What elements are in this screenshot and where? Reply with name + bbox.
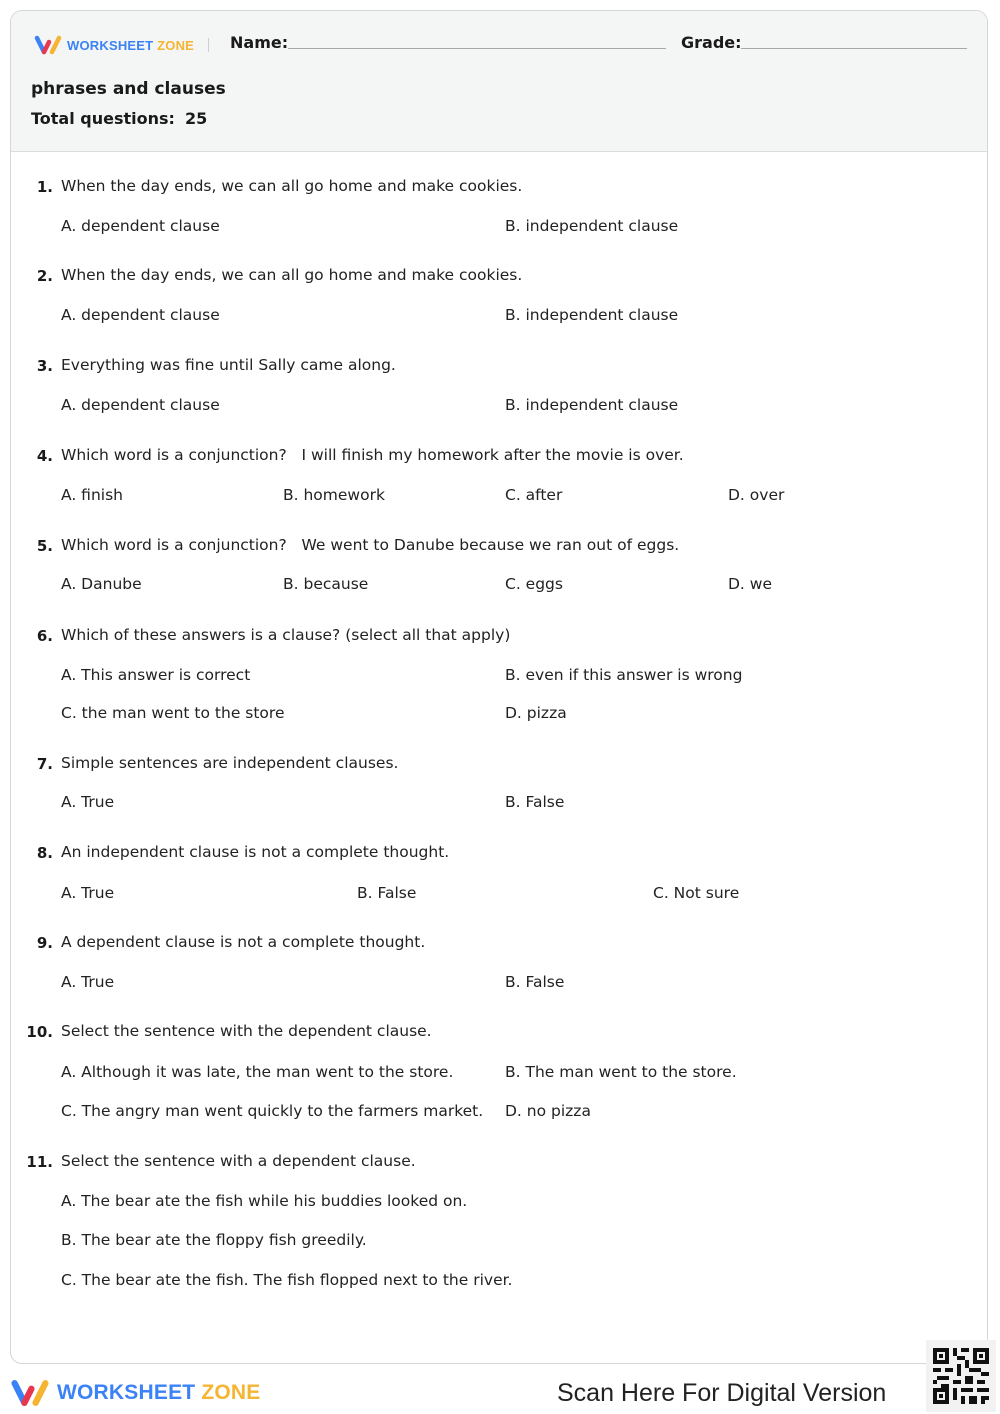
option-d[interactable]: D. pizza — [505, 704, 567, 722]
option-a[interactable]: A. Danube — [61, 575, 142, 593]
brand-word-worksheet: WORKSHEET — [57, 1381, 196, 1404]
qr-code[interactable] — [926, 1340, 996, 1412]
worksheetzone-logo-icon — [9, 1376, 51, 1410]
worksheet-title: phrases and clauses — [31, 79, 226, 99]
option-c[interactable]: C. the man went to the store — [61, 704, 285, 722]
qr-code-icon — [933, 1347, 989, 1405]
option-b[interactable]: B. independent clause — [505, 396, 679, 414]
question-text: An independent clause is not a complete thought. — [61, 843, 450, 861]
question-text: When the day ends, we can all go home and make cookies. — [61, 266, 523, 284]
brand-wordmark — [67, 38, 194, 53]
header-divider — [208, 38, 209, 52]
total-questions-value: 25 — [184, 109, 208, 128]
worksheet-page — [10, 10, 988, 1364]
option-a[interactable]: A. True — [61, 884, 115, 902]
question-text: Select the sentence with a dependent clause. — [61, 1152, 416, 1170]
question-text: Select the sentence with the dependent clause. — [61, 1022, 432, 1040]
brand-logo[interactable] — [33, 33, 225, 57]
question-text: When the day ends, we can all go home and make cookies. — [61, 177, 523, 195]
brand-word-zone: ZONE — [201, 1381, 261, 1404]
option-a[interactable]: A. dependent clause — [61, 306, 220, 324]
question-number: 10. — [26, 1023, 53, 1041]
option-b[interactable]: B. homework — [283, 486, 385, 504]
option-c[interactable]: C. Not sure — [653, 884, 740, 902]
footer-brand-logo[interactable] — [9, 1376, 261, 1410]
option-b[interactable]: B. independent clause — [505, 306, 679, 324]
brand-word-worksheet: WORKSHEET — [67, 37, 154, 53]
question-text: A dependent clause is not a complete thought. — [61, 933, 426, 951]
option-b[interactable]: B. even if this answer is wrong — [505, 666, 743, 684]
question-number: 3. — [36, 357, 53, 375]
option-d[interactable]: D. we — [728, 575, 773, 593]
option-d[interactable]: D. no pizza — [505, 1102, 591, 1120]
option-a[interactable]: A. Although it was late, the man went to the store. — [61, 1063, 454, 1081]
question-number: 1. — [36, 178, 53, 196]
question-number: 11. — [26, 1153, 53, 1171]
total-questions — [31, 109, 207, 128]
question-number: 8. — [36, 844, 53, 862]
option-a[interactable]: A. dependent clause — [61, 217, 220, 235]
question-text: Everything was fine until Sally came along. — [61, 356, 396, 374]
option-a[interactable]: A. True — [61, 973, 115, 991]
scan-for-digital-version-text: Scan Here For Digital Version — [557, 1379, 887, 1407]
total-questions-label: Total questions: — [31, 109, 175, 128]
option-b[interactable]: B. independent clause — [505, 217, 679, 235]
option-a[interactable]: A. dependent clause — [61, 396, 220, 414]
option-c[interactable]: C. eggs — [505, 575, 563, 593]
grade-label: Grade: — [681, 33, 742, 52]
question-number: 4. — [36, 447, 53, 465]
question-number: 6. — [36, 627, 53, 645]
option-b[interactable]: B. False — [357, 884, 417, 902]
option-c[interactable]: C. after — [505, 486, 563, 504]
option-d[interactable]: D. over — [728, 486, 785, 504]
option-a[interactable]: A. True — [61, 793, 115, 811]
question-number: 2. — [36, 267, 53, 285]
question-text: Which word is a conjunction? I will finish my homework after the movie is over. — [61, 446, 684, 464]
option-c[interactable]: C. The angry man went quickly to the farmers market. — [61, 1102, 484, 1120]
option-c[interactable]: C. The bear ate the fish. The fish flopped next to the river. — [61, 1271, 513, 1289]
grade-field-line[interactable] — [741, 48, 967, 49]
question-text: Simple sentences are independent clauses. — [61, 754, 399, 772]
option-b[interactable]: B. False — [505, 793, 565, 811]
brand-word-zone: ZONE — [157, 37, 195, 53]
option-a[interactable]: A. finish — [61, 486, 123, 504]
option-b[interactable]: B. The man went to the store. — [505, 1063, 737, 1081]
option-a[interactable]: A. The bear ate the fish while his buddies looked on. — [61, 1192, 468, 1210]
option-b[interactable]: B. because — [283, 575, 369, 593]
name-field-line[interactable] — [288, 48, 666, 49]
footer-brand-wordmark — [57, 1381, 261, 1405]
worksheetzone-logo-icon — [33, 34, 63, 56]
question-number: 9. — [36, 934, 53, 952]
question-text: Which word is a conjunction? We went to Danube because we ran out of eggs. — [61, 536, 680, 554]
question-number: 5. — [36, 537, 53, 555]
worksheet-header — [11, 11, 987, 152]
option-a[interactable]: A. This answer is correct — [61, 666, 251, 684]
question-number: 7. — [36, 755, 53, 773]
option-b[interactable]: B. False — [505, 973, 565, 991]
option-b[interactable]: B. The bear ate the floppy fish greedily. — [61, 1231, 367, 1249]
name-label: Name: — [230, 33, 289, 52]
question-text: Which of these answers is a clause? (select all that apply) — [61, 626, 511, 644]
